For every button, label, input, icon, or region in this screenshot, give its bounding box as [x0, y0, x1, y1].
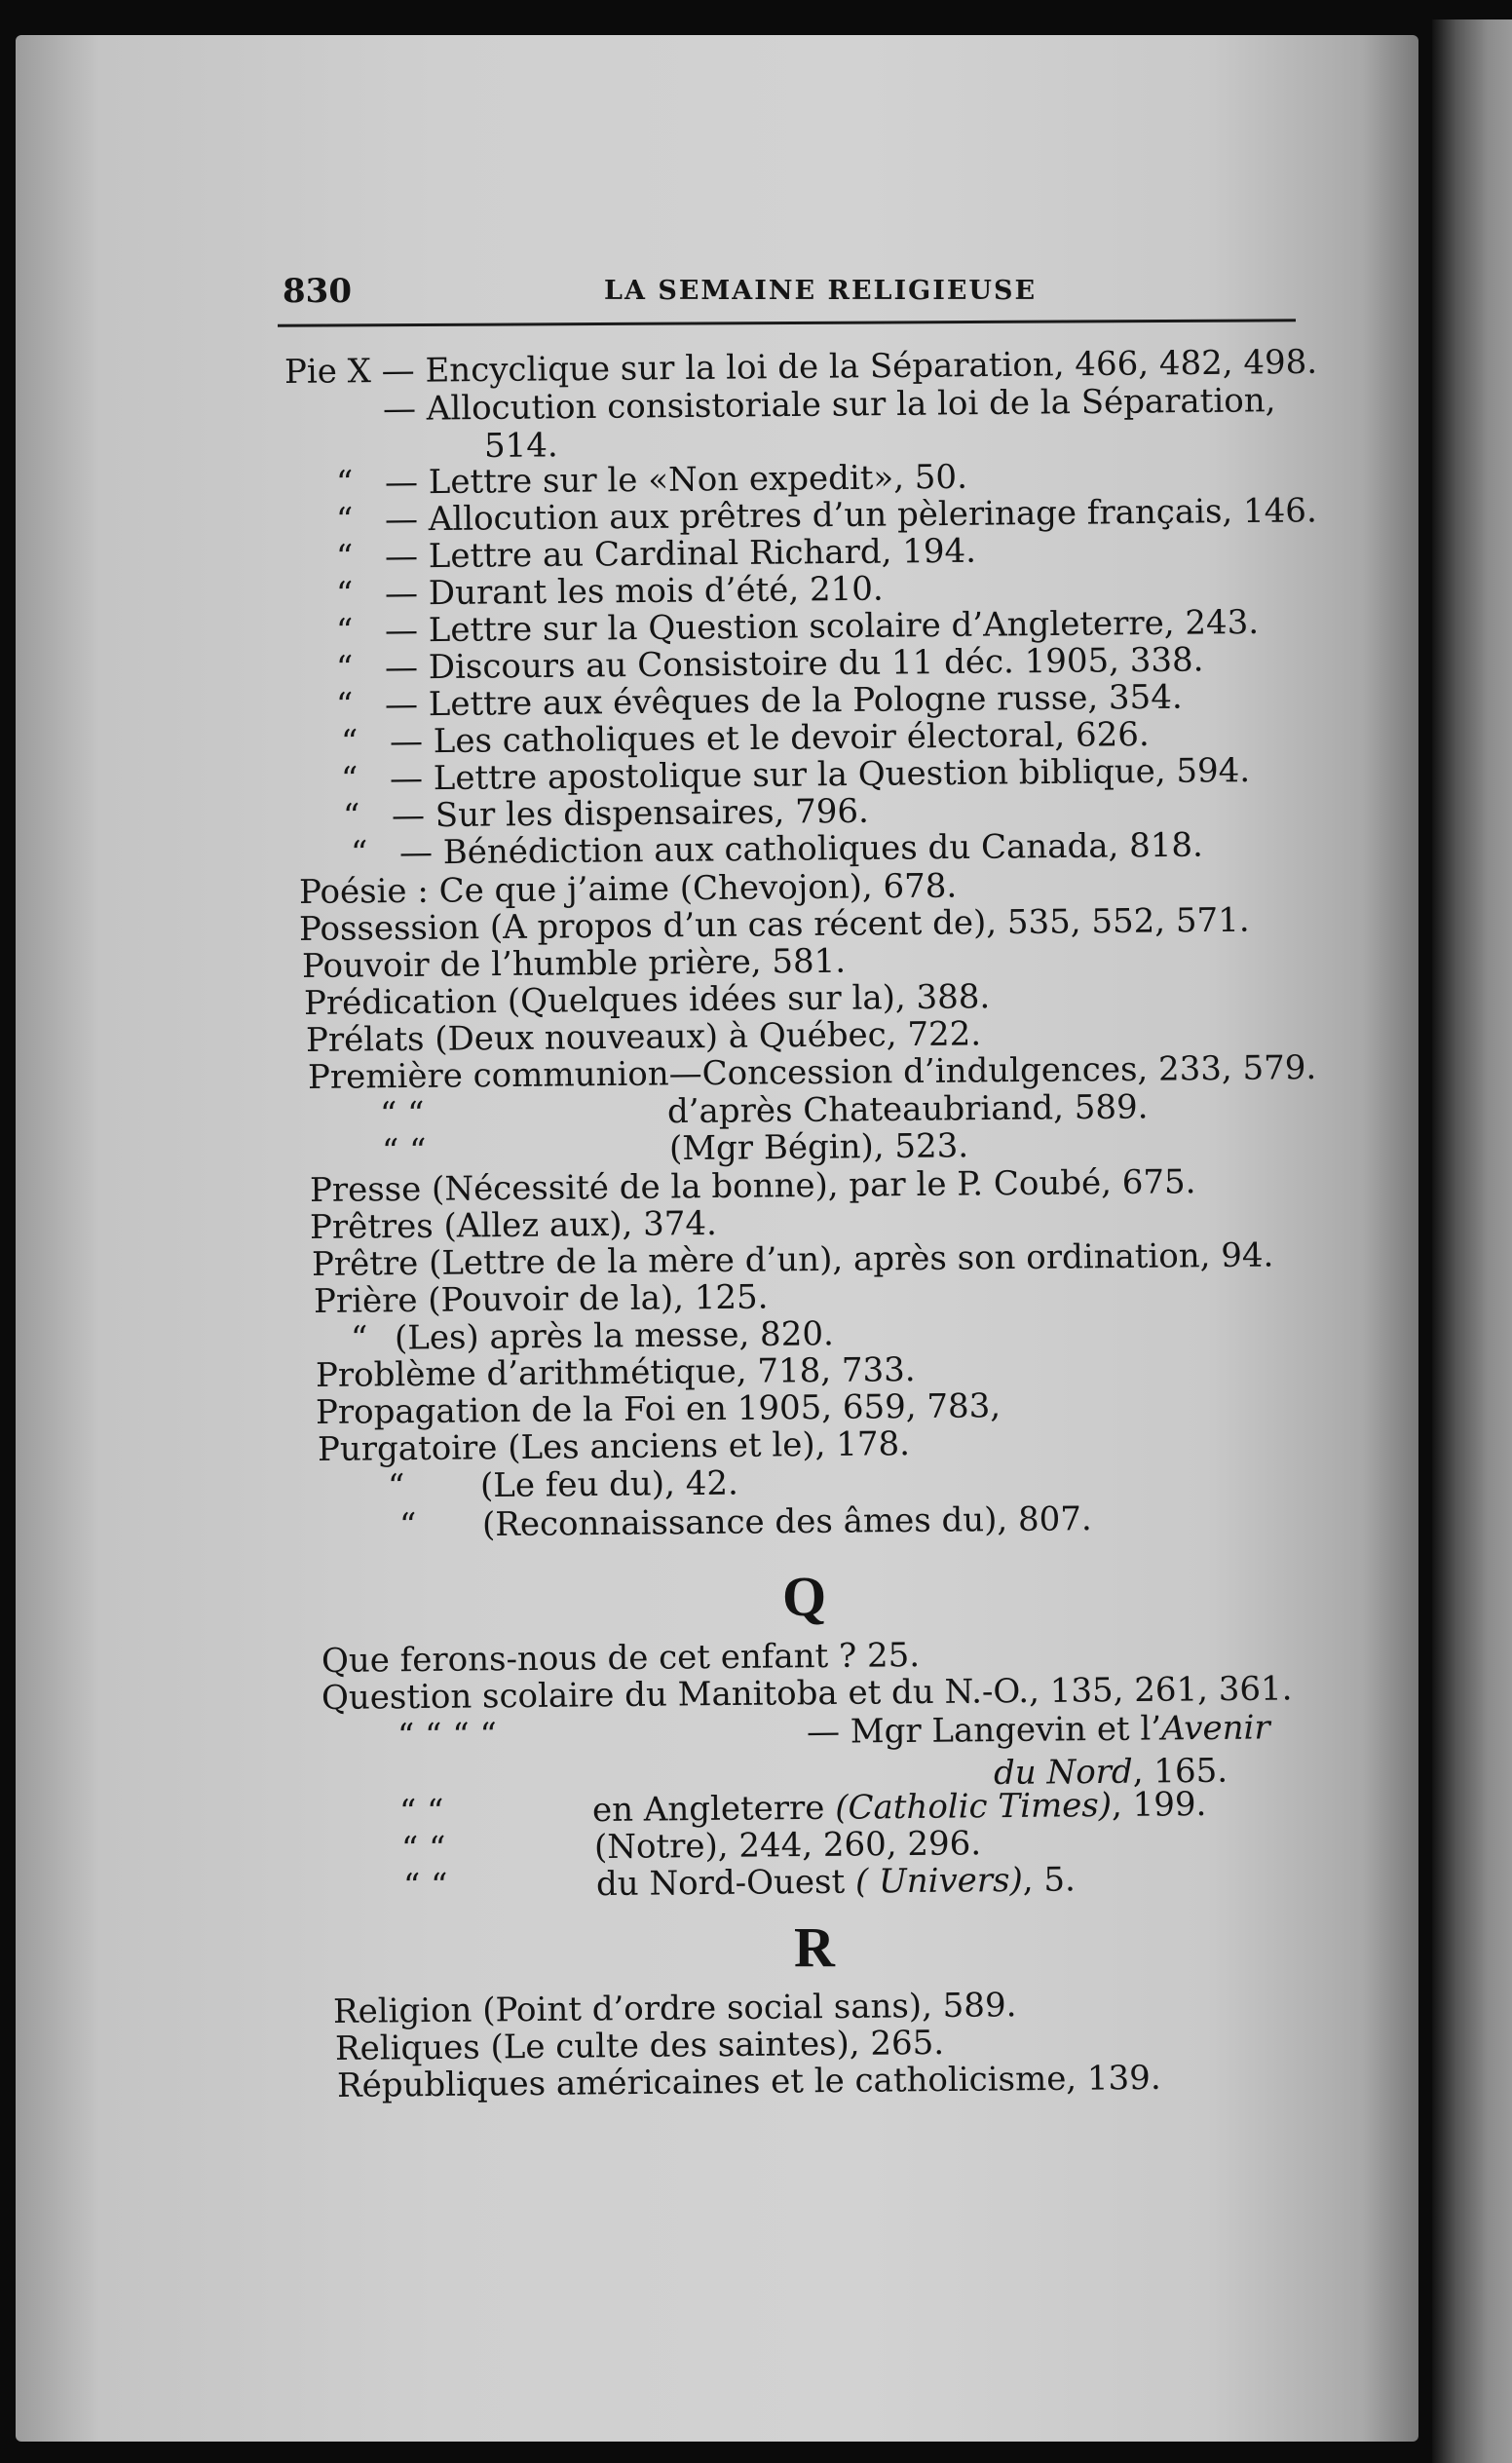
ditto-mark: “ [340, 759, 359, 799]
index-entry: Purgatoire (Les anciens et le), 178. [317, 1424, 911, 1469]
index-entry: “ — Lettre apostolique sur la Question biblique, 594. [340, 751, 1251, 799]
index-entry: Que ferons-nous de cet enfant ? 25. [321, 1636, 921, 1681]
index-entry: “ (Le feu du), 42. [387, 1463, 738, 1506]
index-entry: Prêtre (Lettre de la mère d’un), après son ordination, 94. [311, 1235, 1274, 1284]
ditto-mark: “ [335, 537, 354, 577]
index-entry: 514. [483, 426, 558, 466]
index-entry: Prélats (Deux nouveaux) à Québec, 722. [305, 1014, 982, 1060]
ditto-mark: “ [335, 648, 354, 688]
section-letter-r: R [794, 1915, 835, 1979]
ditto-mark: “ “ [402, 1866, 448, 1906]
index-entry: Pouvoir de l’humble prière, 581. [301, 941, 847, 986]
index-entry: “ — Lettre au Cardinal Richard, 194. [335, 531, 977, 577]
index-entry: du Nord, 165. [993, 1751, 1228, 1793]
ditto-mark: “ [350, 833, 368, 873]
ditto-mark: “ “ “ “ [397, 1716, 498, 1756]
ditto-mark: “ “ [379, 1094, 425, 1134]
index-entry: Propagation de la Foi en 1905, 659, 783, [315, 1386, 1002, 1432]
index-entry: Poésie : Ce que j’aime (Chevojon), 678. [298, 866, 958, 912]
index-entry: Possession (A propos d’un cas récent de), 535, 552, 571. [298, 900, 1250, 949]
ditto-mark: “ “ [381, 1131, 427, 1171]
ditto-mark: “ “ [400, 1829, 446, 1869]
index-entry: “ (Les) après la messe, 820. [350, 1314, 834, 1358]
index-entry: “ “ (Mgr Bégin), 523. [381, 1126, 969, 1171]
index-entry: “ “ “ “ — Mgr Langevin et l’Avenir [397, 1708, 1270, 1756]
ditto-mark: “ [335, 500, 354, 540]
index-entry: Première communion—Concession d’indulgences, 233, 579. [307, 1048, 1317, 1097]
index-entry: Prière (Pouvoir de la), 125. [313, 1277, 769, 1321]
index-entry: “ — Allocution aux prêtres d’un pèlerinage français, 146. [335, 491, 1317, 540]
ditto-mark: “ [350, 1318, 368, 1358]
page-number: 830 [283, 272, 352, 311]
index-entry: Républiques américaines et le catholicisme, 139. [336, 2058, 1161, 2105]
index-entry: “ — Sur les dispensaires, 796. [342, 791, 870, 836]
index-entry: Question scolaire du Manitoba et du N.-O., 135, 261, 361. [321, 1669, 1293, 1718]
index-entry: “ — Lettre sur la Question scolaire d’Angleterre, 243. [335, 602, 1260, 651]
index-entry: Presse (Nécessité de la bonne), par le P. Coubé, 675. [309, 1162, 1196, 1210]
index-entry: “ — Discours au Consistoire du 11 déc. 1905, 338. [335, 640, 1204, 688]
ditto-mark: “ [335, 574, 354, 614]
index-entry: “ — Lettre aux évêques de la Pologne russe, 354. [335, 677, 1183, 725]
index-entry: “ “ d’après Chateaubriand, 589. [379, 1087, 1149, 1134]
index-entry: “ — Durant les mois d’été, 210. [335, 569, 884, 614]
ditto-mark: “ [335, 685, 354, 725]
index-entry: “ — Les catholiques et le devoir électoral, 626. [340, 715, 1150, 762]
index-entry: “ (Reconnaissance des âmes du), 807. [398, 1499, 1092, 1545]
index-entry: Problème d’arithmétique, 718, 733. [315, 1350, 916, 1395]
index-entry: Reliques (Le culte des saintes), 265. [334, 2024, 945, 2068]
ditto-mark: “ [335, 463, 354, 503]
running-title: LA SEMAINE RELIGIEUSE [604, 276, 1038, 306]
index-entry: Prêtres (Allez aux), 374. [309, 1203, 718, 1247]
ditto-mark: “ “ [398, 1792, 444, 1832]
section-letter-q: Q [782, 1565, 827, 1628]
ditto-mark: “ [342, 796, 360, 836]
index-entry: Pie X — Encyclique sur la loi de la Séparation, 466, 482, 498. [284, 342, 1318, 392]
ditto-mark: “ [335, 611, 354, 651]
index-entry: “ “ (Notre), 244, 260, 296. [400, 1824, 982, 1869]
index-entry: Religion (Point d’ordre social sans), 589. [332, 1986, 1017, 2031]
ditto-mark: “ [398, 1505, 417, 1545]
index-entry: “ “ du Nord-Ouest ( Univers), 5. [402, 1860, 1077, 1906]
index-entry: Prédication (Quelques idées sur la), 388. [303, 977, 991, 1023]
ditto-mark: “ [387, 1466, 405, 1506]
index-entry: — Allocution consistoriale sur la loi de la Séparation, [382, 381, 1276, 429]
index-entry: “ — Bénédiction aux catholiques du Canada, 818. [350, 825, 1204, 873]
index-entry: “ “ en Angleterre (Catholic Times), 199. [398, 1785, 1207, 1832]
index-entry: “ — Lettre sur le «Non expedit», 50. [335, 457, 968, 503]
ditto-mark: “ [340, 722, 359, 762]
